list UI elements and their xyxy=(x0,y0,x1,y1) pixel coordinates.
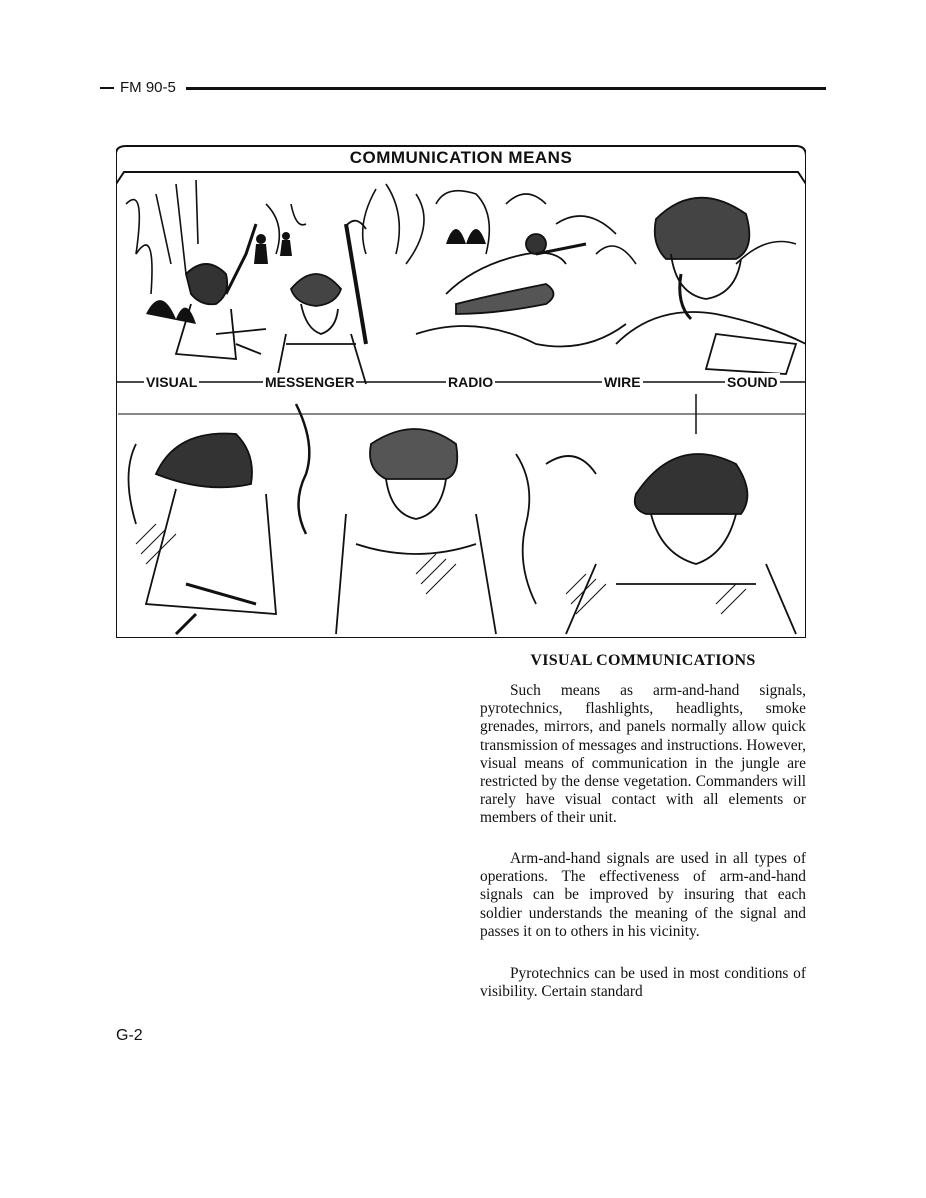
paragraph-1: Such means as arm-and-hand signals, pyrotechnics, flashlights, headlights, smoke grenades, mirrors, and panels normally allow quick transmission of messages and instructions. However, visual means of communication in the jungle are restricted by the dense vegetation. Commanders will rarely have visual contact with all elements or members of their unit. xyxy=(480,682,806,827)
section-title: VISUAL COMMUNICATIONS xyxy=(530,652,756,669)
manual-code: FM 90-5 xyxy=(120,79,176,96)
header-rule xyxy=(186,87,826,90)
paragraph-2: Arm-and-hand signals are used in all types of operations. The effectiveness of arm-and-hand signals can be improved by insuring that each soldier understands the meaning of the signal and passes it on to others in his vicinity. xyxy=(480,850,806,940)
page-header xyxy=(100,78,826,98)
page-number: G-2 xyxy=(116,1027,143,1044)
label-messenger: MESSENGER xyxy=(265,374,355,390)
label-sound: SOUND xyxy=(727,374,778,390)
header-dash xyxy=(100,87,114,89)
communication-means-figure xyxy=(116,144,806,638)
label-wire: WIRE xyxy=(604,374,641,390)
paragraph-3: Pyrotechnics can be used in most conditions of visibility. Certain standard xyxy=(480,965,806,1001)
label-visual: VISUAL xyxy=(146,374,198,390)
label-radio: RADIO xyxy=(448,374,494,390)
figure-title: COMMUNICATION MEANS xyxy=(349,148,573,167)
soldiers-illustration xyxy=(116,144,806,638)
